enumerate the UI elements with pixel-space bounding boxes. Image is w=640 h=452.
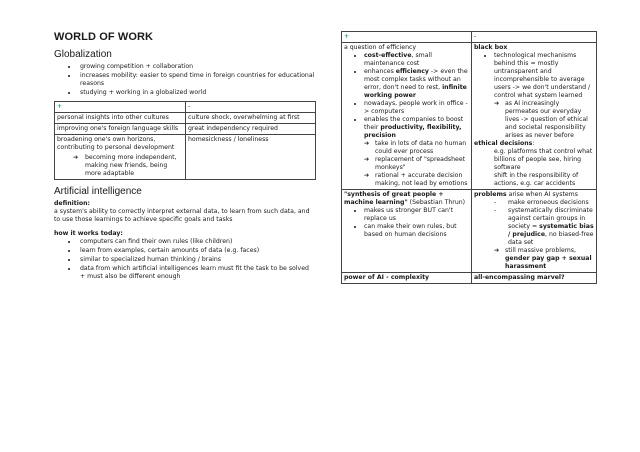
table-cell: personal insights into other cultures [55, 113, 186, 124]
arrow-icon: ➔ [73, 154, 79, 161]
list-item: • growing competition + collaboration [78, 63, 316, 71]
sub-point-text: take in lots of data no human could ever process [375, 140, 467, 155]
sub-point [494, 100, 594, 140]
definition-label: definition: [54, 200, 90, 207]
efficiency-bullets [344, 52, 469, 140]
ai-pros-cons-table [341, 31, 597, 284]
efficiency-title: a question of efficiency [344, 44, 417, 51]
text: systematically discriminate against certain groups in society = [508, 207, 593, 230]
cell-text: broadening one's own horizons, contributing to personal development [57, 136, 175, 151]
sub-point [364, 156, 469, 172]
table-row [342, 43, 597, 190]
black-box-cell [472, 43, 597, 190]
footer-left-cell: power of AI - complexity [342, 273, 472, 284]
text: -> even the most complex tasks without an error, don't need to rest, [364, 68, 468, 91]
bold-text: systematic bias / prejudice [508, 223, 594, 238]
ethical-label-line [474, 140, 594, 148]
globalization-pros-cons-table [54, 101, 316, 180]
how-bullets [54, 238, 316, 281]
list-item: • similar to specialized human thinking / brains [78, 256, 316, 264]
bold-text: "synthesis of great people + machine learning" [344, 191, 444, 206]
table-row [55, 135, 316, 180]
efficiency-cell [342, 43, 472, 190]
dash-item: - systematically discriminate against certain groups in society = systematic bias / prejudice, no biased-free data set [494, 207, 594, 246]
list-item: • makes us stronger BUT can't replace us [364, 207, 469, 223]
definition-text: a system's ability to correctly interpret external data, to learn from such data, and to use those learnings to achieve specific goals and tasks [54, 208, 310, 223]
list-item: • technological mechanisms behind this = mostly untransparent and incomprehensible to average users -> we don't understand / control what system learned [494, 52, 594, 100]
table-cell: great independency required [186, 124, 316, 135]
sub-point [364, 140, 469, 156]
arrow-icon: ➔ [364, 156, 370, 163]
sub-point [73, 154, 183, 178]
text: still massive problems, [505, 247, 576, 254]
sub-point-text [505, 247, 594, 271]
arrow-icon: ➔ [364, 172, 370, 179]
list-item [364, 52, 469, 68]
ethical-label: ethical decisions [474, 140, 533, 147]
problems-title [474, 191, 594, 199]
table-row [55, 102, 316, 113]
table-row [342, 190, 597, 273]
list-item: • data from which artificial intelligences learn must fit the task to be solved + must also be different enough [78, 265, 316, 281]
list-item: • nowadays, people work in office -> computers [364, 100, 469, 116]
text: , no biased-free data set [508, 231, 594, 246]
left-column [54, 33, 316, 282]
sub-point [364, 172, 469, 188]
table-row [342, 32, 597, 43]
text: enables the companies to boost their [364, 116, 464, 131]
right-column [341, 31, 597, 284]
table-row [342, 273, 597, 284]
footer-right-cell: all-encompassing marvel? [472, 273, 597, 284]
plus-header: + [55, 102, 186, 113]
synthesis-cell [342, 190, 472, 273]
ethical-text: e.g. platforms that control what billions of people see, hiring software [494, 148, 593, 171]
table-row [55, 113, 316, 124]
list-item: • can make their own rules, but based on human decisions [364, 223, 469, 239]
list-item [364, 68, 469, 100]
list-item: • learn from examples, certain amounts of data (e.g. faces) [78, 247, 316, 255]
list-item [364, 116, 469, 140]
sub-point-text: replacement of "spreadsheet monkeys" [375, 156, 466, 171]
document-title: WORLD OF WORK [54, 31, 154, 43]
ai-heading: Artificial intelligence [54, 186, 142, 197]
text: (Sebastian Thrun) [407, 199, 466, 206]
synthesis-title [344, 191, 469, 207]
black-box-bullets [474, 52, 594, 100]
text: : [532, 140, 535, 147]
text: arise when AI systems [506, 191, 578, 198]
table-cell: culture shock, overwhelming at first [186, 113, 316, 124]
dash-text: make erroneous decisions [508, 199, 589, 206]
globalization-heading: Globalization [54, 49, 112, 60]
dash-item: - make erroneous decisions [494, 199, 589, 206]
bold-text: cost-effective [364, 52, 412, 59]
bold-text: gender pay gap + sexual harassment [505, 255, 592, 270]
dash-text [508, 207, 594, 247]
plus-header: + [342, 32, 472, 43]
how-label: how it works today: [54, 230, 123, 237]
synthesis-bullets [344, 207, 469, 239]
table-row [55, 124, 316, 135]
sub-point-text: becoming more independent, making new friends, being more adaptable [85, 154, 177, 177]
table-cell: improving one's foreign language skills [55, 124, 186, 135]
text: enhances [364, 68, 396, 75]
shift-text: shift in the responsibility of actions, e.g. car accidents [494, 172, 579, 187]
text: , small maintenance cost [364, 52, 432, 67]
list-item: • studying + working in a globalized world [78, 89, 316, 97]
sub-point-text: rational + accurate decision making, not lead by emotions [375, 172, 468, 187]
black-box-title: black box [474, 44, 508, 51]
list-item: • increases mobility: easier to spend time in foreign countries for educational reasons [78, 72, 316, 88]
bold-text: infinite working power [364, 84, 467, 99]
sub-point [494, 247, 594, 271]
problems-cell [472, 190, 597, 273]
arrow-icon: ➔ [364, 140, 370, 147]
arrow-icon: ➔ [494, 100, 500, 107]
table-cell: homesickness / loneliness [186, 135, 316, 180]
sub-point-text: as AI increasingly permeates our everyday lives -> question of ethical and societal responsibility arises as never before [505, 100, 588, 139]
table-cell [55, 135, 186, 180]
arrow-icon: ➔ [494, 247, 500, 254]
bold-text: efficiency [395, 68, 429, 75]
minus-header: - [472, 32, 597, 43]
list-item: • computers can find their own rules (like children) [78, 238, 316, 246]
globalization-bullets [54, 63, 316, 97]
bold-text: productivity, flexibility, precision [364, 124, 462, 139]
minus-header: - [186, 102, 316, 113]
bold-text: problems [474, 191, 507, 198]
